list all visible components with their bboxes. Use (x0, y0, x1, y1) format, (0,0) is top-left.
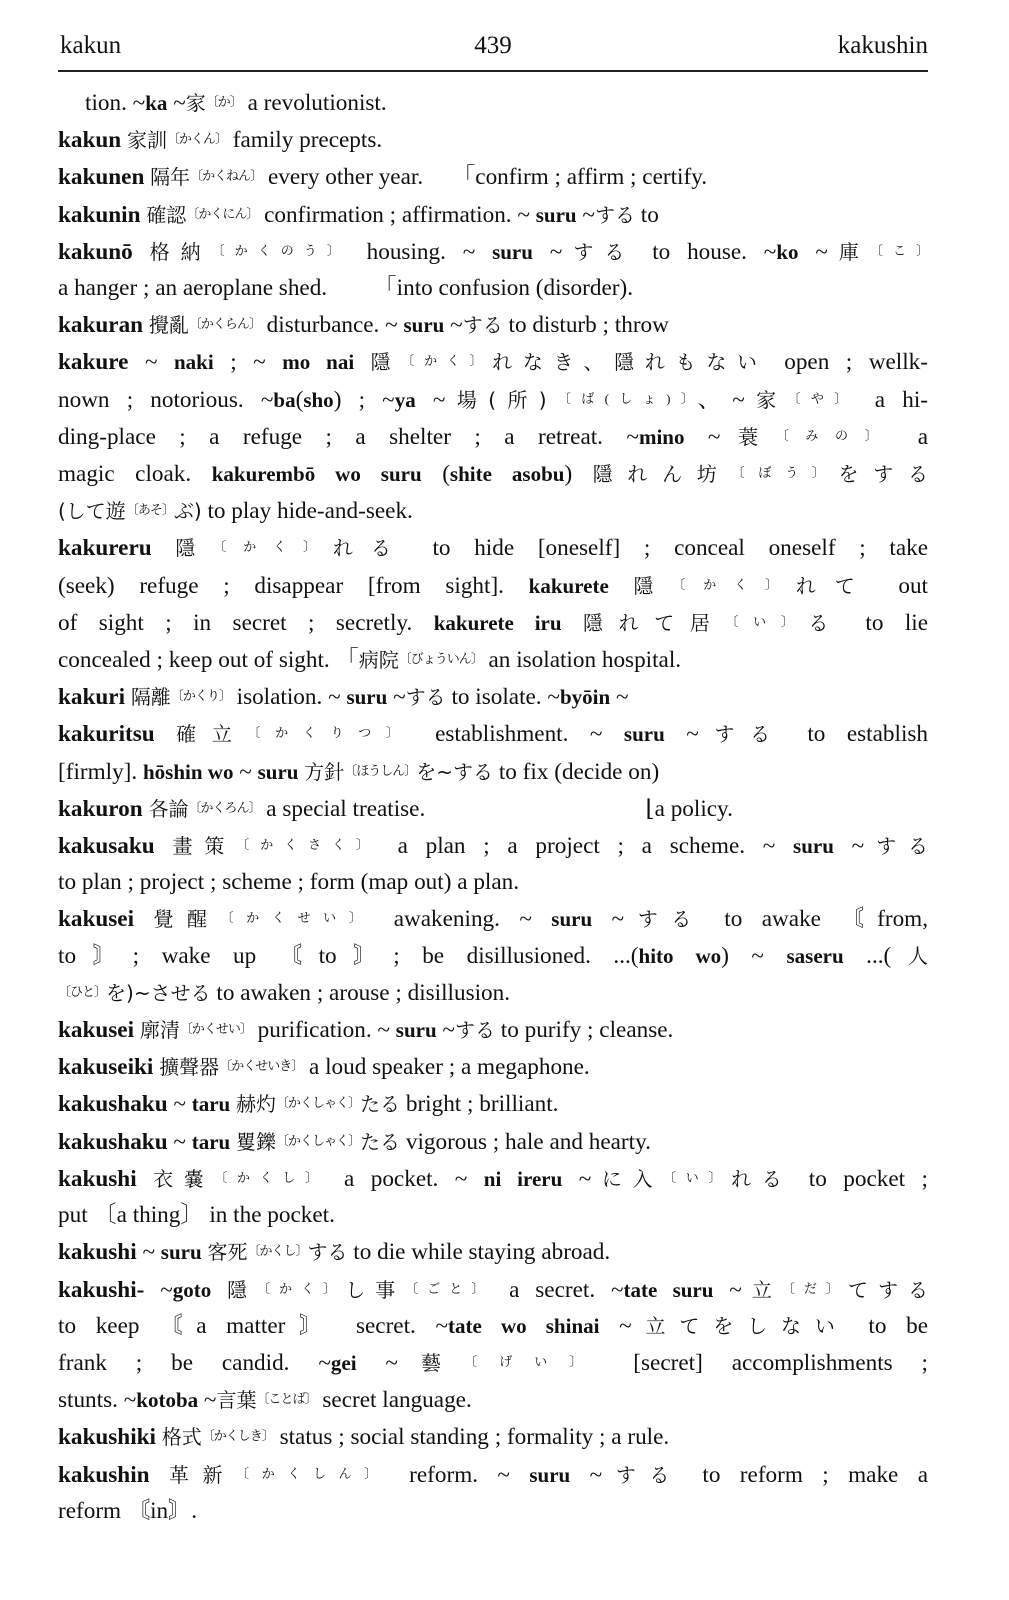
entry-line: 〔ひと〕を)~させる to awaken ; arouse ; disillusion. (58, 979, 511, 1006)
furigana-reading: 〔げい〕 (464, 1353, 605, 1369)
entry-line: of sight ; in secret ; secretly. kakurete iru 隱れて居〔い〕る to lie (58, 609, 929, 636)
romaji-phrase: suru (492, 239, 533, 264)
entry-line: put 〔a thing〕 in the pocket. (58, 1202, 335, 1229)
dictionary-entry (58, 196, 928, 233)
headword: kakuran (58, 312, 144, 339)
headword: kakushi- (58, 1276, 145, 1303)
dictionary-entry (58, 1011, 928, 1048)
entry-line: kakuri 隔離〔かくり〕 isolation. ~ suru ~する to isolate. ~byōin ~ (58, 684, 629, 711)
furigana-reading: 〔かくん〕 (166, 131, 227, 147)
romaji-phrase: gei (330, 1350, 357, 1375)
dictionary-entry (58, 1233, 928, 1270)
romaji-phrase: kakurete (528, 573, 609, 598)
entry-line: kakuritsu 確立〔かくりつ〕 establishment. ~ suru ~する to establish (58, 721, 929, 748)
dictionary-entry (58, 1418, 928, 1455)
japanese-text: 立 (741, 1277, 782, 1302)
japanese-text: 格納 (149, 239, 212, 264)
romaji-phrase: tate wo shinai (448, 1313, 600, 1338)
headword: kakushi (58, 1239, 137, 1266)
japanese-text: し事 (345, 1277, 406, 1302)
japanese-text: 確立 (176, 722, 248, 747)
dictionary-entry (58, 1048, 928, 1085)
japanese-text: 場(所) (445, 387, 547, 412)
dictionary-entry (58, 827, 928, 900)
entry-line: kakunin 確認〔かくにん〕 confirmation ; affirmation. ~ suru ~する to (58, 201, 659, 228)
furigana-reading: 〔かくさく〕 (236, 837, 380, 853)
japanese-text: 隔離 (130, 685, 171, 710)
entry-line: kakushi 衣嚢〔かくし〕 a pocket. ~ ni ireru ~に入〔い〕れる to pocket ; (58, 1165, 928, 1192)
entry-line: concealed ; keep out of sight. 「病院〔びょういん〕 an isolation hospital. (58, 647, 682, 674)
entry-line: kakusei 廓清〔かくせい〕 purification. ~ suru ~する to purify ; cleanse. (58, 1017, 674, 1044)
headword: kakure (58, 349, 129, 376)
furigana-reading: 〔ぼう〕 (731, 465, 839, 481)
japanese-text: 隱 (370, 350, 402, 375)
romaji-phrase: hōshin wo (143, 759, 234, 784)
romaji-phrase: suru (529, 1462, 571, 1487)
furigana-reading: 〔かくにん〕 (186, 205, 259, 221)
japanese-text: 蓑 (720, 424, 776, 449)
entry-line: to keep 〘a matter〙 secret. ~tate wo shinai ~立てをしない to be (58, 1312, 929, 1339)
furigana-reading: 〔かくらん〕 (188, 316, 261, 332)
page-number: 439 (474, 32, 512, 59)
japanese-text: たる (360, 1092, 401, 1117)
japanese-text: する (602, 1462, 683, 1487)
entry-line: kakun 家訓〔かくん〕 family precepts. (58, 127, 383, 154)
japanese-text: 藝 (397, 1350, 465, 1375)
furigana-reading: 〔かくろん〕 (188, 799, 261, 815)
headword: kakusei (58, 906, 135, 933)
japanese-text: 攪亂 (148, 313, 189, 338)
romaji-phrase: ni ireru (483, 1166, 563, 1191)
headword: kakushin (58, 1461, 150, 1488)
japanese-text: 家 (744, 387, 788, 412)
japanese-text: 客死 (207, 1240, 248, 1265)
japanese-text: てする (847, 1277, 928, 1302)
entry-line: [firmly]. hōshin wo ~ suru 方針〔ほうしん〕を~する to fix (decide on) (58, 758, 660, 785)
dictionary-entry (58, 1085, 928, 1122)
romaji-phrase: ka (145, 91, 168, 115)
japanese-text: 確認 (146, 202, 187, 227)
headword: kakushaku (58, 1091, 168, 1118)
romaji-phrase: naki (174, 350, 214, 375)
furigana-reading: 〔かくのう〕 (211, 242, 350, 258)
romaji-phrase: sho (303, 387, 334, 412)
japanese-text: 人 (891, 943, 928, 968)
furigana-reading: 〔かく〕 (672, 576, 796, 592)
japanese-text: 隱 (227, 1277, 258, 1302)
japanese-text: 隱れん坊 (592, 462, 732, 487)
romaji-phrase: tate suru (623, 1277, 714, 1302)
entry-line: (seek) refuge ; disappear [from sight]. kakurete 隱〔かく〕れて out (58, 572, 928, 599)
furigana-reading: 〔か〕 (205, 94, 242, 109)
romaji-phrase: mino (638, 424, 685, 449)
furigana-reading: 〔あそ〕 (125, 502, 174, 518)
japanese-text: する (307, 1240, 348, 1265)
entry-line: nown ; notorious. ~ba(sho) ; ~ya ~場(所)〔ば(しょ)〕、~家〔や〕 a hi- (58, 386, 928, 413)
romaji-phrase: suru (623, 722, 665, 747)
romaji-phrase: saseru (786, 943, 844, 968)
japanese-text: に入 (591, 1166, 664, 1191)
entry-line: kakusei 覺醒〔かくせい〕 awakening. ~ suru ~する to awake 〘from, (58, 906, 929, 933)
japanese-text: 擴聲器 (159, 1055, 220, 1080)
headword: kakureru (58, 535, 152, 562)
headword: kakusei (58, 1017, 135, 1044)
entry-line: magic cloak. kakurembō wo suru (shite asobu) 隱れん坊〔ぼう〕をする (58, 461, 928, 488)
furigana-reading: 〔かくねん〕 (190, 168, 263, 184)
headword: kakushi (58, 1165, 137, 1192)
japanese-text: する (624, 907, 705, 932)
japanese-text: 廓清 (139, 1018, 180, 1043)
romaji-phrase: kakurete iru (433, 610, 562, 635)
header-first-headword: kakun (60, 32, 122, 59)
japanese-text: を~する (416, 759, 494, 784)
furigana-reading: 〔びょういん〕 (398, 651, 483, 667)
japanese-text: れる (332, 536, 409, 561)
japanese-text: 家 (185, 91, 206, 115)
romaji-phrase: kotoba (136, 1388, 199, 1413)
furigana-reading: 〔ごと〕 (405, 1280, 494, 1296)
romaji-phrase: suru (395, 1018, 437, 1043)
furigana-reading: 〔かくし〕 (247, 1243, 308, 1259)
headword: kakunen (58, 164, 145, 191)
romaji-phrase: mo nai (282, 350, 355, 375)
japanese-text: 格式 (161, 1425, 202, 1450)
entry-line: ding-place ; a refuge ; a shelter ; a retreat. ~mino ~蓑〔みの〕 a (58, 423, 929, 450)
romaji-phrase: taru (191, 1092, 231, 1117)
dictionary-entry (58, 306, 928, 343)
japanese-text: する (454, 1018, 495, 1043)
japanese-text: れる (731, 1166, 793, 1191)
furigana-reading: 〔かくしゃく〕 (276, 1095, 361, 1111)
entry-line: kakuron 各論〔かくろん〕 a special treatise. ⌊a policy. (58, 795, 733, 822)
entry-line: kakushi- ~goto 隱〔かく〕し事〔ごと〕 a secret. ~tate suru ~立〔だ〕てする (58, 1276, 928, 1303)
furigana-reading: 〔みの〕 (775, 427, 895, 443)
headword: kakusaku (58, 833, 155, 860)
furigana-reading: 〔ひと〕 (58, 983, 107, 999)
dictionary-entry (58, 233, 928, 306)
entry-line: kakushaku ~ taru 赫灼〔かくしゃく〕たる bright ; brilliant. (58, 1091, 559, 1118)
japanese-text: する (594, 202, 635, 227)
furigana-reading: 〔だ〕 (781, 1280, 848, 1296)
furigana-reading: 〔かくせい〕 (220, 910, 375, 926)
headword: kakun (58, 127, 122, 154)
romaji-phrase: goto (172, 1277, 212, 1302)
japanese-text: ぶ) (173, 499, 202, 524)
furigana-reading: 〔かくせい〕 (179, 1021, 252, 1037)
japanese-text: (して遊 (58, 499, 126, 524)
japanese-text: 方針 (304, 759, 345, 784)
romaji-phrase: ko (776, 239, 799, 264)
entry-continuation (58, 84, 928, 121)
romaji-phrase: byōin (559, 685, 611, 710)
furigana-reading: 〔かくしん〕 (236, 1465, 390, 1481)
japanese-text: する (864, 834, 929, 859)
japanese-text: 衣嚢 (153, 1166, 215, 1191)
romaji-phrase: suru (793, 834, 834, 859)
romaji-phrase: suru (551, 907, 593, 932)
japanese-text: 病院 (358, 648, 399, 673)
furigana-reading: 〔かくりつ〕 (247, 725, 414, 741)
japanese-text: 家訓 (126, 128, 167, 153)
entry-line: to plan ; project ; scheme ; form (map out) a plan. (58, 869, 520, 896)
romaji-phrase: shite asobu (449, 462, 565, 487)
japanese-text: 隱 (175, 536, 214, 561)
dictionary-entry (58, 715, 928, 789)
japanese-text: 隱れて居 (582, 610, 726, 635)
dictionary-entry (58, 121, 928, 158)
entry-line: kakushaku ~ taru 矍鑠〔かくしゃく〕たる vigorous ; hale and hearty. (58, 1128, 651, 1155)
dictionary-entry (58, 1123, 928, 1160)
entry-line: tion. ~ka ~家〔か〕 a revolutionist. (85, 90, 387, 116)
entry-line: frank ; be candid. ~gei ~藝〔げい〕 [secret] accomplishments ; (58, 1349, 928, 1376)
entry-line: kakuseiki 擴聲器〔かくせいき〕 a loud speaker ; a megaphone. (58, 1054, 590, 1081)
japanese-text: する (698, 722, 786, 747)
entry-line: kakunō 格納〔かくのう〕 housing. ~ suru ~する to house. ~ko ~庫〔こ〕 (58, 238, 929, 265)
entry-line: kakushi ~ suru 客死〔かくし〕する to die while staying abroad. (58, 1239, 611, 1266)
japanese-text: する (462, 313, 503, 338)
entry-line: kakushin 革新〔かくしん〕 reform. ~ suru ~する to reform ; make a (58, 1461, 929, 1488)
entry-line: kakushiki 格式〔かくしき〕 status ; social standing ; formality ; a rule. (58, 1424, 670, 1451)
dictionary-entry (58, 1160, 928, 1233)
furigana-reading: 〔こ〕 (869, 242, 929, 258)
dictionary-entry (58, 1456, 928, 1529)
furigana-reading: 〔い〕 (725, 613, 809, 629)
furigana-reading: 〔かくせいき〕 (219, 1058, 304, 1074)
japanese-text: する (405, 685, 446, 710)
furigana-reading: 〔かくしき〕 (201, 1428, 274, 1444)
entry-line: kakunen 隔年〔かくねん〕 every other year. 「confirm ; affirm ; certify. (58, 164, 708, 191)
furigana-reading: 〔ことば〕 (256, 1391, 317, 1407)
japanese-text: 各論 (148, 796, 189, 821)
dictionary-entry (58, 678, 928, 715)
japanese-text: する (562, 239, 636, 264)
japanese-text: 立てをしない (631, 1313, 849, 1338)
entry-line: kakuran 攪亂〔かくらん〕 disturbance. ~ suru ~する to disturb ; throw (58, 312, 669, 339)
romaji-phrase: suru (257, 759, 299, 784)
japanese-text: 隔年 (150, 165, 191, 190)
entry-line: to〙; wake up 〘to〙; be disillusioned. ...(hito wo) ~ saseru ...(人 (58, 942, 928, 969)
japanese-text: 言葉 (216, 1388, 257, 1413)
headword: kakuseiki (58, 1054, 154, 1081)
furigana-reading: 〔かく〕 (213, 539, 333, 555)
entry-line: kakure ~ naki ; ~ mo nai 隱〔かく〕れなき、隱れもない open ; wellk- (58, 349, 928, 376)
headword: kakuri (58, 684, 126, 711)
japanese-text: 赫灼 (236, 1092, 277, 1117)
japanese-text: 庫 (827, 239, 870, 264)
japanese-text: 隱 (633, 573, 673, 598)
dictionary-entry (58, 1271, 928, 1419)
japanese-text: たる (360, 1129, 401, 1154)
dictionary-entry (58, 529, 928, 678)
furigana-reading: 〔かくし〕 (214, 1169, 328, 1185)
dictionary-entry (58, 158, 928, 195)
page-header (58, 22, 928, 72)
furigana-reading: 〔かく〕 (401, 353, 493, 369)
headword: kakushiki (58, 1424, 156, 1451)
furigana-reading: 〔ほうしん〕 (344, 762, 417, 778)
romaji-phrase: suru (160, 1240, 202, 1265)
romaji-phrase: suru (346, 685, 388, 710)
romaji-phrase: suru (535, 202, 577, 227)
romaji-phrase: ya (394, 387, 416, 412)
headword: kakuritsu (58, 721, 155, 748)
furigana-reading: 〔い〕 (663, 1169, 732, 1185)
romaji-phrase: taru (191, 1129, 231, 1154)
romaji-phrase: hito wo (638, 943, 722, 968)
romaji-phrase: ba (273, 387, 296, 412)
dictionary-entry (58, 343, 928, 529)
japanese-text: 矍鑠 (236, 1129, 277, 1154)
dictionary-entry (58, 900, 928, 1011)
dictionary-entry (58, 790, 928, 827)
romaji-phrase: suru (403, 313, 445, 338)
furigana-reading: 〔かくり〕 (170, 688, 231, 704)
furigana-reading: 〔や〕 (787, 390, 858, 406)
entry-line: stunts. ~kotoba ~言葉〔ことば〕 secret language. (58, 1387, 472, 1414)
japanese-text: 革新 (168, 1462, 237, 1487)
headword: kakunin (58, 201, 141, 228)
header-last-headword: kakushin (837, 32, 928, 59)
japanese-text: る (808, 610, 844, 635)
furigana-reading: 〔ば(しょ)〕 (546, 390, 698, 406)
entry-line: kakusaku 畫策〔かくさく〕 a plan ; a project ; a scheme. ~ suru ~する (58, 833, 929, 860)
headword: kakunō (58, 238, 133, 265)
entry-line: a hanger ; an aeroplane shed. 「into confusion (disorder). (58, 275, 634, 302)
japanese-text: 畫策 (172, 834, 237, 859)
japanese-text: 覺醒 (153, 907, 221, 932)
japanese-text: れて (795, 573, 874, 598)
entry-line: (して遊〔あそ〕ぶ) to play hide-and-seek. (58, 498, 413, 525)
romaji-phrase: kakurembō wo suru (211, 462, 422, 487)
furigana-reading: 〔かくしゃく〕 (276, 1132, 361, 1148)
headword: kakuron (58, 795, 143, 822)
entry-line: reform 〘in〙. (58, 1497, 198, 1524)
entry-list (58, 84, 928, 1529)
furigana-reading: 〔かく〕 (257, 1280, 346, 1296)
japanese-text: をする (838, 462, 928, 487)
headword: kakushaku (58, 1128, 168, 1155)
japanese-text: を)~させる (106, 980, 211, 1005)
japanese-text: れなき、隱れもない (492, 350, 768, 375)
entry-line: kakureru 隱〔かく〕れる to hide [oneself] ; conceal oneself ; take (58, 535, 929, 562)
